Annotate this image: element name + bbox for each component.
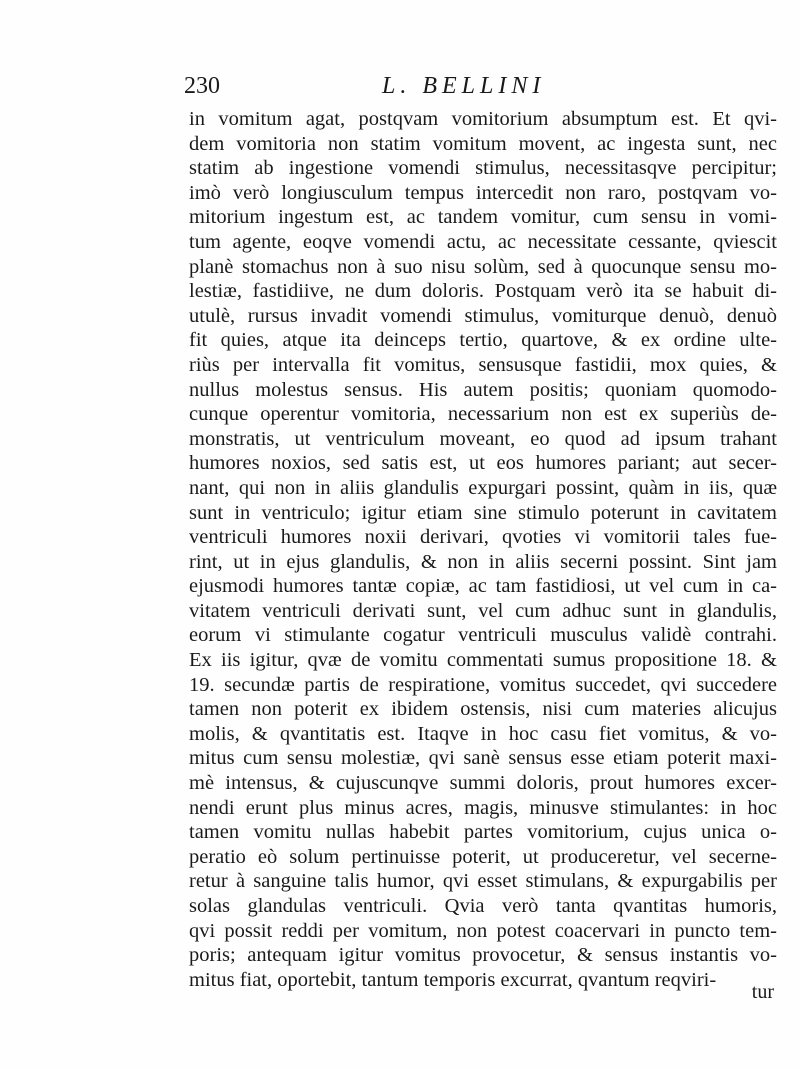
page-number: 230 [184,73,220,99]
text-line: mitus cum sensu molestiæ, qvi sanè sensus esse etiam poterit maxi- [189,747,777,770]
text-line: monstratis, ut ventriculum moveant, eo quod ad ipsum trahant [189,427,777,450]
text-line: qvi possit reddi per vomitum, non potest coacervari in puncto tem- [189,919,777,942]
text-line: poris; antequam igitur vomitus provocetur, & sensus instantis vo- [189,944,777,967]
text-line: sunt in ventriculo; igitur etiam sine stimulo poterunt in cavitatem [189,501,777,524]
text-line: nullus molestus sensus. His autem positis; quoniam quomodo- [189,378,777,401]
text-line: 19. secundæ partis de respiratione, vomitus succedet, qvi succedere [189,673,777,696]
text-line: solas glandulas ventriculi. Qvia verò tanta qvantitas humoris, [189,895,777,917]
text-line: ventriculi humores noxii derivari, qvoties vi vomitorii tales fue- [189,526,777,549]
text-line: fit quies, atque ita deinceps tertio, quartove, & ex ordine ulte- [189,329,777,352]
text-line: utulè, rursus invadit vomendi stimulus, vomiturque denuò, denuò [189,304,777,327]
text-line: nant, qui non in aliis glandulis expurgari possint, quàm in iis, quæ [189,476,777,499]
text-line: lestiæ, fastidiive, ne dum doloris. Postquam verò ita se habuit di- [189,280,777,303]
text-line: vitatem ventriculi derivati sunt, vel cum adhuc sunt in glandulis, [189,599,777,622]
text-line: mitorium ingestum est, ac tandem vomitur, cum sensu in vomi- [189,206,777,229]
text-line: ejusmodi humores tantæ copiæ, ac tam fastidiosi, ut vel cum in ca- [189,575,777,598]
text-line: in vomitum agat, postqvam vomitorium absumptum est. Et qvi- [189,108,777,130]
text-line: nendi erunt plus minus acres, magis, minusve stimulantes: in hoc [189,796,777,819]
text-line: eorum vi stimulante cogatur ventriculi musculus validè contrahi. [189,624,777,647]
text-line: statim ab ingestione vomendi stimulus, necessitasqve percipitur; [189,157,777,180]
text-line: cunque operentur vomitoria, necessarium non est ex superiùs de- [189,403,777,426]
text-line: tum agente, eoqve vomendi actu, ac necessitate cessante, qviescit [189,230,777,253]
text-line: peratio eò solum pertinuisse poterit, ut produceretur, vel secerne- [189,845,777,868]
text-line: planè stomachus non à suo nisu solùm, sed à quocunque sensu mo- [189,255,777,278]
text-line: Ex iis igitur, qvæ de vomitu commentati sumus propositione 18. & [189,649,777,672]
text-line: tamen non poterit ex ibidem ostensis, nisi cum materies alicujus [189,698,777,721]
text-line: rint, ut in ejus glandulis, & non in aliis secerni possint. Sint jam [189,550,777,573]
text-line: tamen vomitu nullas habebit partes vomitorium, cujus unica o- [189,821,777,844]
text-line: humores noxios, sed satis est, ut eos humores pariant; aut secer- [189,452,777,475]
catchword: tur [751,981,774,1003]
text-line: imò verò longiusculum tempus intercedit non raro, postqvam vo- [189,181,777,204]
page-header [184,70,774,102]
text-line: riùs per intervalla fit vomitus, sensusque fastidii, mox quies, & [189,353,777,376]
text-line: retur à sanguine talis humor, qvi esset stimulans, & expurgabilis per [189,870,777,893]
text-line: molis, & qvantitatis est. Itaqve in hoc casu fiet vomitus, & vo- [189,722,777,745]
text-line: mè intensus, & cujuscunqve summi doloris, prout humores excer- [189,772,777,795]
running-head: L. BELLINI [382,73,546,99]
text-line: mitus fiat, oportebit, tantum temporis excurrat, qvantum reqviri- [189,968,717,991]
body-text [189,107,777,992]
text-line: dem vomitoria non statim vomitum movent, ac ingesta sunt, nec [189,132,777,155]
